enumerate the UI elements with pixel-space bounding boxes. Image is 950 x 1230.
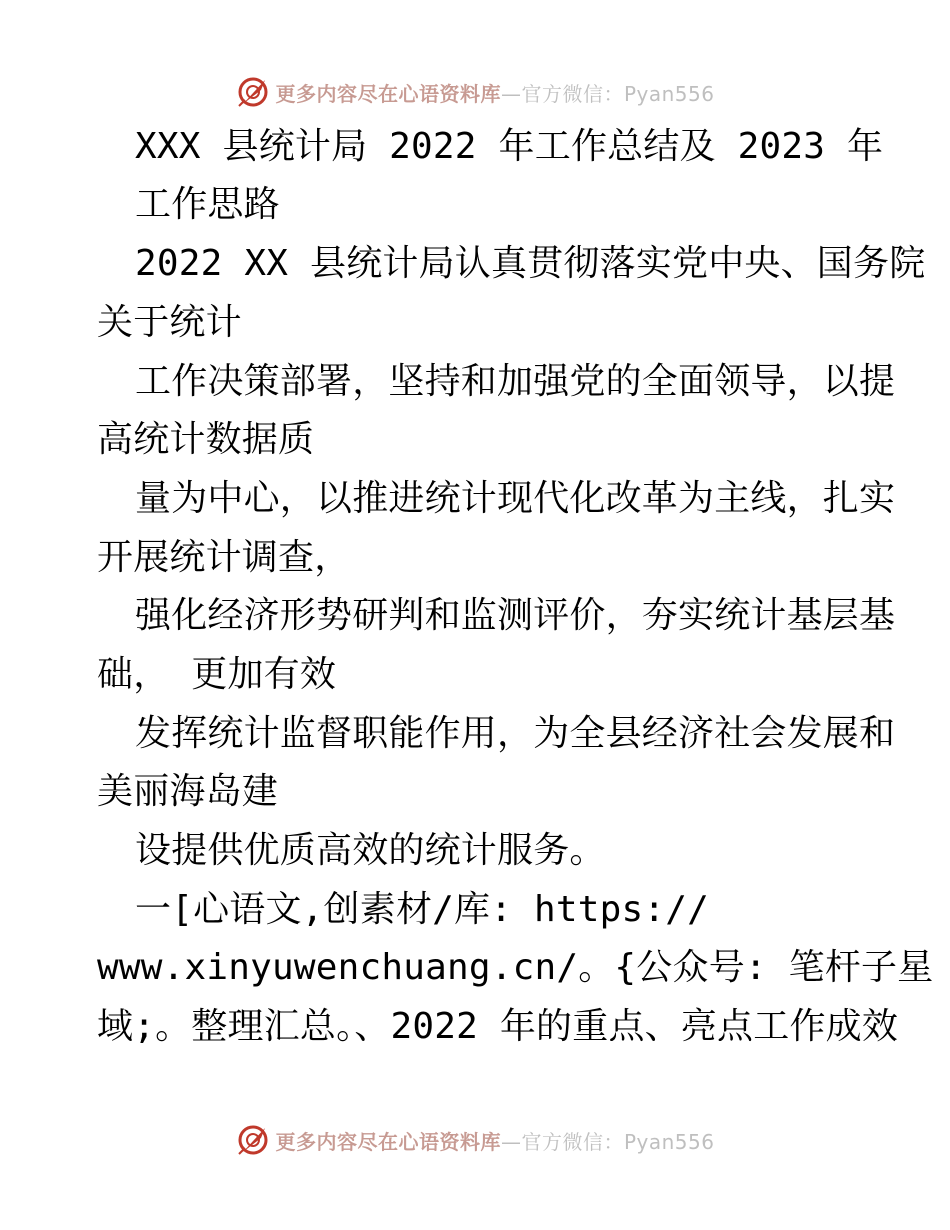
doc-title-line-2: 工作思路 [135,184,280,225]
doc-text-line: 关于统计 [97,302,242,343]
watermark-separator: — [500,81,522,106]
watermark-text [275,1126,714,1155]
doc-text-line: 设提供优质高效的统计服务。 [135,830,606,871]
watermark-main-text: 更多内容尽在心语资料库 [275,1129,501,1154]
doc-text-line: 强化经济形势研判和监测评价，夯实统计基层基 [135,595,896,636]
doc-text-line: 工作决策部署，坚持和加强党的全面领导，以提 [135,361,896,402]
doc-text-line: 2022 XX 县统计局认真贯彻落实党中央、国务院 [135,243,926,284]
watermark-main-text: 更多内容尽在心语资料库 [275,81,501,106]
doc-text-line: 美丽海岛建 [97,771,279,812]
doc-text-line: www.xinyuwenchuang.cn/。{公众号: 笔杆子星 [97,947,934,988]
doc-text-line: 量为中心，以推进统计现代化改革为主线，扎实 [135,478,896,519]
doc-text-line: 高统计数据质 [97,419,315,460]
doc-text-line: 一[心语文,创素材/库: https:// [135,889,709,930]
doc-text-line: 开展统计调查， [97,537,351,578]
quill-logo-icon [235,1122,271,1158]
doc-text-line: 域;。整理汇总。、2022 年的重点、亮点工作成效 [97,1006,899,1047]
watermark-contact-text: 官方微信：Pyan556 [521,1129,715,1154]
doc-text-line: 发挥统计监督职能作用，为全县经济社会发展和 [135,713,896,754]
watermark-separator: — [500,1129,522,1154]
doc-text-line: 础， 更加有效 [97,654,337,695]
watermark-footer-inner [235,1118,714,1162]
doc-title-line-1: XXX 县统计局 2022 年工作总结及 2023 年 [135,126,884,167]
watermark-footer [0,1118,950,1162]
watermark-contact-text: 官方微信：Pyan556 [521,81,715,106]
